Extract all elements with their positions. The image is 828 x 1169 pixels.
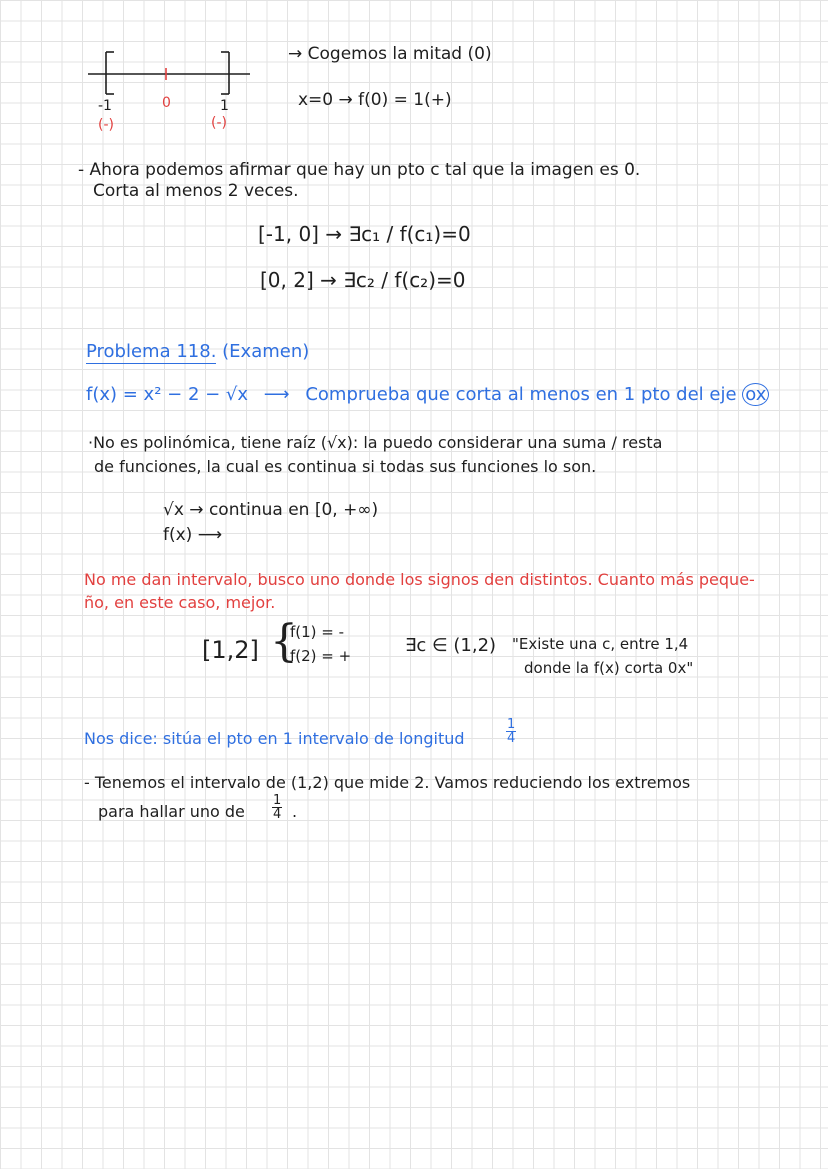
bolzano-quote1: "Existe una c, entre 1,4 (512, 635, 689, 653)
tenemos-line1: - Tenemos el intervalo de (1,2) que mide 2. Vamos reduciendo los extremos (84, 773, 691, 792)
tenemos-frac-num: 1 (273, 793, 282, 808)
nos-dice-frac-num: 1 (507, 717, 516, 732)
arrow-icon: ⟶ (263, 384, 290, 405)
problema-title: Problema 118. (86, 341, 217, 362)
axis-label: ox (742, 383, 769, 406)
bolzano-exists: ∃c ∈ (1,2) (405, 635, 497, 656)
function-statement: Comprueba que corta al menos en 1 pto del eje (305, 384, 743, 405)
cogemos-text: → Cogemos la mitad (0) (288, 44, 492, 64)
ahora-line2: Corta al menos 2 veces. (93, 181, 299, 201)
no-me-dan-line1: No me dan intervalo, busco uno donde los signos den distintos. Cuanto más peque- (84, 570, 755, 589)
nos-dice-frac-den: 4 (507, 731, 516, 746)
sign-one: (-) (211, 115, 227, 131)
no-polinomica-line1: ·No es polinómica, tiene raíz (√x): la puedo considerar una suma / resta (88, 433, 663, 452)
tick-label-minus1: -1 (98, 98, 112, 114)
brace-glyph: { (270, 616, 298, 667)
sign-minus1: (-) (98, 117, 114, 133)
x-equals-text: x=0 → f(0) = 1(+) (298, 90, 452, 110)
tenemos-fraction (272, 794, 282, 821)
no-polinomica-line2: de funciones, la cual es continua si todas sus funciones lo son. (94, 457, 597, 476)
bolzano-quote2: donde la f(x) corta 0x" (524, 659, 694, 677)
interval-1: [-1, 0] → ∃c₁ / f(c₁)=0 (258, 222, 471, 246)
problema-heading (86, 342, 309, 362)
tenemos-frac-den: 4 (273, 807, 282, 822)
function-line (86, 385, 769, 405)
bolzano-interval: [1,2] (202, 636, 259, 664)
bolzano-f1: f(1) = - (290, 623, 345, 641)
tenemos-period: . (292, 802, 298, 821)
sqrt-continua: √x → continua en [0, +∞) (163, 500, 379, 520)
function-definition: f(x) = x² − 2 − √x (86, 384, 249, 405)
ahora-line1: - Ahora podemos afirmar que hay un pto c tal que la imagen es 0. (78, 160, 641, 180)
tick-label-zero: 0 (162, 95, 171, 111)
bolzano-f2: f(2) = + (290, 647, 352, 665)
nos-dice-text: Nos dice: sitúa el pto en 1 intervalo de longitud (84, 729, 465, 748)
problema-subtitle: (Examen) (222, 341, 310, 362)
no-me-dan-line2: ño, en este caso, mejor. (84, 593, 276, 612)
tenemos-line2: para hallar uno de (98, 802, 245, 821)
number-line (80, 42, 280, 102)
fx-arrow: f(x) ⟶ (163, 525, 223, 545)
nos-dice-fraction (506, 718, 516, 745)
interval-2: [0, 2] → ∃c₂ / f(c₂)=0 (260, 268, 466, 292)
tick-label-one: 1 (220, 98, 229, 114)
